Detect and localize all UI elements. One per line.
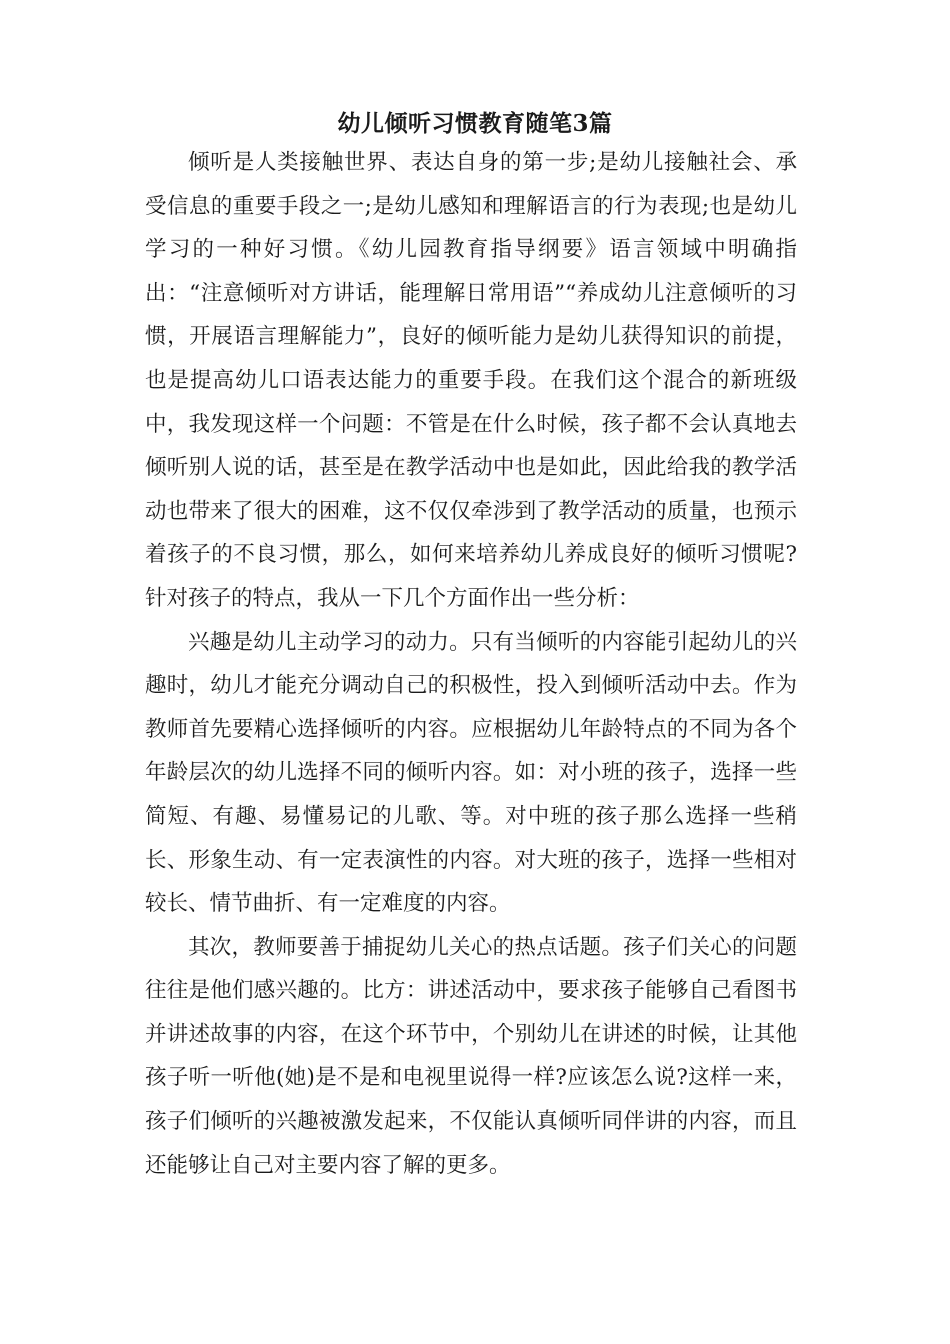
document-body xyxy=(145,141,797,1187)
paragraph-1: 倾听是人类接触世界、表达自身的第一步;是幼儿接触社会、承受信息的重要手段之一;是幼儿感知和理解语言的行为表现;也是幼儿学习的一种好习惯。《幼儿园教育指导纲要》语言领域中明确指出：“注意倾听对方讲话，能理解日常用语”“养成幼儿注意倾听的习惯，开展语言理解能力”，良好的倾听能力是幼儿获得知识的前提，也是提高幼儿口语表达能力的重要手段。在我们这个混合的新班级中，我发现这样一个问题：不管是在什么时候，孩子都不会认真地去倾听别人说的话，甚至是在教学活动中也是如此，因此给我的教学活动也带来了很大的困难，这不仅仅牵涉到了教学活动的质量，也预示着孩子的不良习惯，那么，如何来培养幼儿养成良好的倾听习惯呢?针对孩子的特点，我从一下几个方面作出一些分析： xyxy=(145,150,797,611)
document-title: 幼儿倾听习惯教育随笔3篇 xyxy=(337,110,613,138)
paragraph-2: 兴趣是幼儿主动学习的动力。只有当倾听的内容能引起幼儿的兴趣时，幼儿才能充分调动自己的积极性，投入到倾听活动中去。作为教师首先要精心选择倾听的内容。应根据幼儿年龄特点的不同为各个年龄层次的幼儿选择不同的倾听内容。如：对小班的孩子，选择一些简短、有趣、易懂易记的儿歌、等。对中班的孩子那么选择一些稍长、形象生动、有一定表演性的内容。对大班的孩子，选择一些相对较长、情节曲折、有一定难度的内容。 xyxy=(145,629,797,917)
paragraph-3: 其次，教师要善于捕捉幼儿关心的热点话题。孩子们关心的问题往往是他们感兴趣的。比方：讲述活动中，要求孩子能够自己看图书并讲述故事的内容，在这个环节中，个别幼儿在讲述的时候，让其他孩子听一听他(她)是不是和电视里说得一样?应该怎么说?这样一来，孩子们倾听的兴趣被激发起来，不仅能认真倾听同伴讲的内容，而且还能够让自己对主要内容了解的更多。 xyxy=(145,934,797,1178)
